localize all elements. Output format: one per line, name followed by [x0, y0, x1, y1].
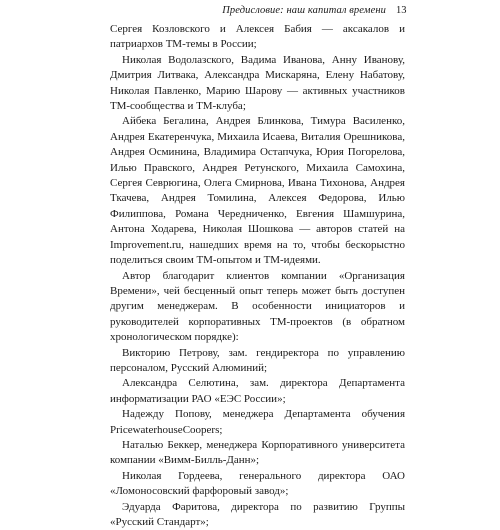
- paragraph: Николая Водолазского, Вадима Иванова, Анну Иванову, Дмитрия Литвака, Александра Мискаряна, Елену Набатову, Николая Павленко, Марию Шарову — активных участников ТМ-сообщества и ТМ-клуба;: [110, 53, 405, 113]
- page-number: 13: [396, 5, 407, 16]
- paragraph: Надежду Попову, менеджера Департамента обучения PricewaterhouseCoopers;: [110, 408, 405, 436]
- paragraph: Александра Селютина, зам. директора Департамента информатизации РАО «ЕЭС России»;: [110, 377, 405, 405]
- running-head-title: Предисловие: наш капитал времени: [222, 5, 386, 16]
- paragraph: Николая Гордеева, генерального директора ОАО «Ломоносовский фарфоровый завод»;: [110, 469, 405, 498]
- paragraph: Наталью Беккер, менеджера Корпоративного университета компании «Вимм-Билль-Данн»;: [110, 438, 405, 467]
- paragraph: Автор благодарит клиентов компании «Организация Времени», чей бесценный опыт теперь может быть доступен другим менеджерам. В особенности инициаторов и руководителей корпоративных ТМ-проектов (в обратном хронологическом порядке):: [110, 269, 405, 344]
- paragraph: Эдуарда Фаритова, директора по развитию Группы «Русский Стандарт»;: [110, 500, 405, 528]
- body-text: [110, 22, 405, 530]
- paragraph: Викторию Петрову, зам. гендиректора по управлению персоналом, Русский Алюминий;: [110, 346, 405, 374]
- paragraph: Айбека Бегалина, Андрея Блинкова, Тимура Василенко, Андрея Екатеренчука, Михаила Исаева, Виталия Орешникова, Андрея Осминина, Владимира Остапчука, Юрия Погорелова, Илью Правского, Андрея Ретунского, Михаила Самохина, Сергея Севрюгина, Олега Смирнова, Ивана Тихонова, Андрея Ткачева, Андрея Томилина, Алексея Федорова, Илью Филиппова, Романа Чередниченко, Евгения Шамшурина, Антона Ходарева, Николая Шошкова — авторов статей на Improvement.ru, нашедших время на то, чтобы бескорыстно поделиться своим ТМ-опытом и ТМ-идеями.: [110, 115, 405, 267]
- paragraph: Сергея Козловского и Алексея Бабия — аксакалов и патриархов ТМ-темы в России;: [110, 23, 405, 51]
